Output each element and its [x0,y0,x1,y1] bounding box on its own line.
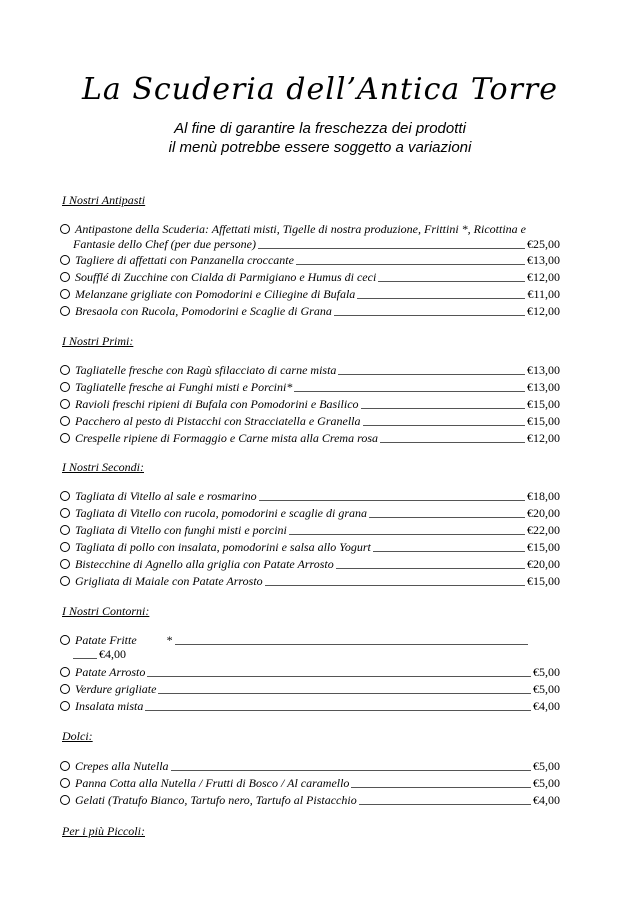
item-name: Ravioli freschi ripieni di Bufala con Pomodorini e Basilico [75,397,359,411]
section-title-contorni: I Nostri Contorni: [62,604,150,618]
leader-line [373,551,525,552]
bullet-icon [60,795,70,805]
bullet-icon [60,382,70,392]
bullet-icon [60,525,70,535]
leader-line [265,585,525,586]
bullet-icon [60,272,70,282]
section-title-piccoli: Per i più Piccoli: [62,824,145,838]
section-title-dolci: Dolci: [62,729,93,743]
item-price: €12,00 [527,270,560,284]
item-name: Grigliata di Maiale con Patate Arrosto [75,574,263,588]
bullet-icon [60,508,70,518]
bullet-icon [60,778,70,788]
subtitle-line-1: Al fine di garantire la freschezza dei prodotti [174,120,466,137]
menu-item [60,430,560,446]
item-name: Crepes alla Nutella [75,759,169,773]
bullet-icon [60,416,70,426]
item-price: €4,00 [99,647,126,661]
item-name: Tagliata di Vitello con funghi misti e porcini [75,523,287,537]
item-name: Insalata mista [75,699,144,713]
item-mark: * [166,633,173,647]
item-name: Patate Arrosto [75,665,146,679]
leader-line [145,710,531,711]
menu-item [60,396,560,412]
menu-item [60,758,560,774]
item-price: €13,00 [527,380,560,394]
section-title-primi: I Nostri Primi: [62,334,134,348]
bullet-icon [60,576,70,586]
menu-item [60,573,560,589]
item-price: €5,00 [533,682,560,696]
menu-item [60,379,560,395]
item-price: €4,00 [533,699,560,713]
bullet-icon [60,491,70,501]
subtitle-line-2: il menù potrebbe essere soggetto a variazioni [168,139,472,156]
item-name: Tagliatelle fresche ai Funghi misti e Porcini* [75,380,293,394]
menu-item [60,303,560,319]
leader-line [258,248,525,249]
item-name: Tagliere di affettati con Panzanella croccante [75,253,294,267]
bullet-icon [60,399,70,409]
item-price: €5,00 [533,665,560,679]
item-name: Gelati (Tratufo Bianco, Tartufo nero, Tartufo al Pistacchio [75,793,357,807]
bullet-icon [60,761,70,771]
item-name: Crespelle ripiene di Formaggio e Carne mista alla Crema rosa [75,431,378,445]
leader-line [338,374,525,375]
bullet-icon [60,542,70,552]
item-name: Verdure grigliate [75,682,157,696]
leader-line [73,658,97,659]
leader-line [357,298,525,299]
item-price: €5,00 [533,759,560,773]
item-price: €15,00 [527,397,560,411]
bullet-icon [60,306,70,316]
leader-line [289,534,525,535]
leader-line [363,425,526,426]
item-name: Panna Cotta alla Nutella / Frutti di Bosco / Al caramello [75,776,350,790]
menu-item [60,488,560,504]
menu-item [60,505,560,521]
bullet-icon [60,684,70,694]
leader-line [378,281,525,282]
item-name: Melanzane grigliate con Pomodorini e Ciliegine di Bufala [75,287,356,301]
bullet-icon [60,365,70,375]
leader-line [158,693,531,694]
leader-line [147,676,531,677]
item-price: €12,00 [527,304,560,318]
item-price: €5,00 [533,776,560,790]
item-price: €11,00 [527,287,560,301]
item-price: €22,00 [527,523,560,537]
item-price: €15,00 [527,540,560,554]
item-name-line1: Antipastone della Scuderia: Affettati misti, Tigelle di nostra produzione, Frittini *, Ricottina e [75,222,526,236]
bullet-icon [60,701,70,711]
menu-item [60,362,560,378]
menu-item [60,269,560,285]
item-price: €13,00 [527,253,560,267]
item-name: Tagliata di Vitello con rucola, pomodorini e scaglie di grana [75,506,367,520]
item-price: €20,00 [527,506,560,520]
section-title-secondi: I Nostri Secondi: [62,460,144,474]
leader-line [175,644,528,645]
leader-line [294,391,525,392]
menu-item [60,792,560,808]
menu-item [60,632,530,648]
bullet-icon [60,667,70,677]
section-title-antipasti: I Nostri Antipasti [62,193,146,207]
item-name: Bresaola con Rucola, Pomodorini e Scaglie di Grana [75,304,332,318]
menu-item [60,664,560,680]
item-name: Patate Fritte [75,633,137,647]
item-price: €4,00 [533,793,560,807]
page-title: La Scuderia dell’Antica Torre [81,72,559,107]
menu-item-price-row [73,647,126,662]
item-price: €13,00 [527,363,560,377]
item-price: €20,00 [527,557,560,571]
leader-line [336,568,525,569]
bullet-icon [60,433,70,443]
item-price: €15,00 [527,574,560,588]
bullet-icon [60,635,70,645]
item-name: Pacchero al pesto di Pistacchi con Stracciatella e Granella [75,414,361,428]
bullet-icon [60,559,70,569]
menu-item-continuation [73,236,560,252]
item-name: Fantasie dello Chef (per due persone) [73,237,256,251]
menu-item [60,556,560,572]
menu-item [60,286,560,302]
leader-line [296,264,525,265]
leader-line [171,770,531,771]
leader-line [259,500,525,501]
leader-line [361,408,525,409]
item-name: Tagliata di pollo con insalata, pomodorini e salsa allo Yogurt [75,540,371,554]
item-name: Tagliata di Vitello al sale e rosmarino [75,489,257,503]
item-price: €12,00 [527,431,560,445]
menu-item [60,539,560,555]
bullet-icon [60,289,70,299]
menu-item [60,522,560,538]
leader-line [334,315,525,316]
menu-item [60,775,560,791]
leader-line [351,787,531,788]
bullet-icon [60,255,70,265]
menu-item [60,252,560,268]
leader-line [380,442,525,443]
item-price: €25,00 [527,237,560,251]
item-price: €18,00 [527,489,560,503]
menu-item [60,221,560,237]
bullet-icon [60,224,70,234]
item-name: Bistecchine di Agnello alla griglia con Patate Arrosto [75,557,334,571]
leader-line [369,517,525,518]
menu-item [60,413,560,429]
item-price: €15,00 [527,414,560,428]
menu-item [60,681,560,697]
leader-line [359,804,531,805]
menu-item [60,698,560,714]
item-name: Soufflé di Zucchine con Cialda di Parmigiano e Humus di ceci [75,270,377,284]
item-name: Tagliatelle fresche con Ragù sfilacciato di carne mista [75,363,337,377]
